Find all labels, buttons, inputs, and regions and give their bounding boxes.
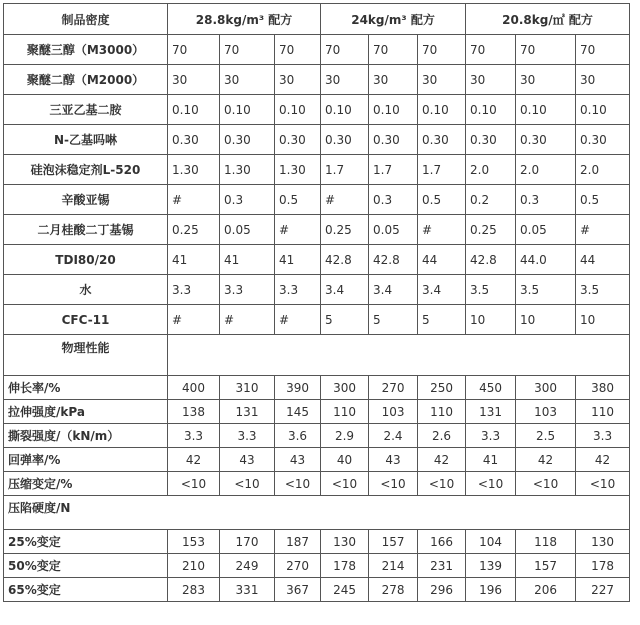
value-cell: 5 <box>321 305 369 335</box>
value-cell: 41 <box>466 448 516 472</box>
physical_rows-row <box>4 448 630 472</box>
row-label: 伸长率/% <box>4 376 168 400</box>
formula_rows-row <box>4 125 630 155</box>
value-cell: 0.10 <box>466 95 516 125</box>
header-row <box>4 4 630 35</box>
value-cell: <10 <box>369 472 418 496</box>
value-cell: 1.30 <box>275 155 321 185</box>
value-cell: 130 <box>576 530 630 554</box>
value-cell: 10 <box>466 305 516 335</box>
value-cell: 2.0 <box>516 155 576 185</box>
physical-section-row <box>4 335 630 376</box>
row-label: 三亚乙基二胺 <box>4 95 168 125</box>
value-cell: <10 <box>418 472 466 496</box>
value-cell: 40 <box>321 448 369 472</box>
value-cell: 227 <box>576 578 630 602</box>
value-cell: 296 <box>418 578 466 602</box>
foam-formulation-table <box>3 3 630 602</box>
value-cell: 44 <box>418 245 466 275</box>
value-cell: 43 <box>369 448 418 472</box>
value-cell: # <box>321 185 369 215</box>
value-cell: 0.30 <box>168 125 220 155</box>
row-label: 回弹率/% <box>4 448 168 472</box>
value-cell: 30 <box>369 65 418 95</box>
value-cell: 42.8 <box>466 245 516 275</box>
value-cell: 131 <box>466 400 516 424</box>
value-cell: 0.30 <box>220 125 275 155</box>
value-cell: 103 <box>369 400 418 424</box>
value-cell: <10 <box>466 472 516 496</box>
value-cell: 30 <box>275 65 321 95</box>
value-cell: 30 <box>321 65 369 95</box>
value-cell: 0.10 <box>220 95 275 125</box>
value-cell: 30 <box>516 65 576 95</box>
value-cell: 70 <box>321 35 369 65</box>
value-cell: 0.10 <box>418 95 466 125</box>
value-cell: 0.30 <box>418 125 466 155</box>
value-cell: 42.8 <box>321 245 369 275</box>
value-cell: 2.6 <box>418 424 466 448</box>
value-cell: 157 <box>516 554 576 578</box>
row-label: 聚醚三醇（M3000） <box>4 35 168 65</box>
row-label: 撕裂强度/（kN/m） <box>4 424 168 448</box>
value-cell: 0.25 <box>466 215 516 245</box>
value-cell: 42 <box>418 448 466 472</box>
value-cell: 270 <box>275 554 321 578</box>
value-cell: 283 <box>168 578 220 602</box>
value-cell: 41 <box>168 245 220 275</box>
value-cell: 44 <box>576 245 630 275</box>
value-cell: 0.5 <box>418 185 466 215</box>
value-cell: 110 <box>321 400 369 424</box>
value-cell: 3.3 <box>168 275 220 305</box>
value-cell: 1.7 <box>418 155 466 185</box>
value-cell: 157 <box>369 530 418 554</box>
physical-section-label: 物理性能 <box>4 335 168 376</box>
value-cell: 110 <box>418 400 466 424</box>
value-cell: 3.5 <box>576 275 630 305</box>
value-cell: 187 <box>275 530 321 554</box>
value-cell: 0.05 <box>220 215 275 245</box>
value-cell: 2.0 <box>576 155 630 185</box>
value-cell: 3.3 <box>220 424 275 448</box>
row-label: 辛酸亚锡 <box>4 185 168 215</box>
value-cell: 70 <box>466 35 516 65</box>
value-cell: 0.10 <box>369 95 418 125</box>
value-cell: 0.30 <box>369 125 418 155</box>
value-cell: 131 <box>220 400 275 424</box>
value-cell: 367 <box>275 578 321 602</box>
value-cell: 30 <box>168 65 220 95</box>
value-cell: 41 <box>220 245 275 275</box>
value-cell: 30 <box>418 65 466 95</box>
value-cell: 3.6 <box>275 424 321 448</box>
value-cell: 0.3 <box>220 185 275 215</box>
value-cell: 178 <box>321 554 369 578</box>
table-body <box>4 4 630 602</box>
value-cell: # <box>275 215 321 245</box>
value-cell: 2.4 <box>369 424 418 448</box>
value-cell: 70 <box>168 35 220 65</box>
value-cell: 270 <box>369 376 418 400</box>
value-cell: 3.3 <box>576 424 630 448</box>
value-cell: 1.7 <box>369 155 418 185</box>
hardness-section-label: 压陷硬度/N <box>4 496 630 530</box>
value-cell: 42 <box>576 448 630 472</box>
value-cell: 0.3 <box>369 185 418 215</box>
physical-section-blank <box>168 335 630 376</box>
value-cell: # <box>275 305 321 335</box>
value-cell: # <box>168 185 220 215</box>
value-cell: 44.0 <box>516 245 576 275</box>
value-cell: 0.5 <box>576 185 630 215</box>
value-cell: 10 <box>516 305 576 335</box>
value-cell: 380 <box>576 376 630 400</box>
group-header-24: 24kg/m³ 配方 <box>321 4 466 35</box>
value-cell: 43 <box>275 448 321 472</box>
hardness_rows-row <box>4 578 630 602</box>
value-cell: 249 <box>220 554 275 578</box>
value-cell: 300 <box>516 376 576 400</box>
value-cell: 3.5 <box>466 275 516 305</box>
value-cell: 153 <box>168 530 220 554</box>
value-cell: <10 <box>516 472 576 496</box>
value-cell: 450 <box>466 376 516 400</box>
value-cell: 231 <box>418 554 466 578</box>
group-header-28-8: 28.8kg/m³ 配方 <box>168 4 321 35</box>
value-cell: 214 <box>369 554 418 578</box>
formula_rows-row <box>4 35 630 65</box>
value-cell: 0.10 <box>168 95 220 125</box>
row-label: 拉伸强度/kPa <box>4 400 168 424</box>
value-cell: 70 <box>275 35 321 65</box>
hardness_rows-row <box>4 554 630 578</box>
value-cell: 2.9 <box>321 424 369 448</box>
row-label: 65%变定 <box>4 578 168 602</box>
value-cell: # <box>168 305 220 335</box>
row-label: 水 <box>4 275 168 305</box>
formula_rows-row <box>4 95 630 125</box>
value-cell: 0.5 <box>275 185 321 215</box>
formulation-table-container <box>3 3 629 602</box>
value-cell: 178 <box>576 554 630 578</box>
value-cell: 3.4 <box>321 275 369 305</box>
row-label: 压缩变定/% <box>4 472 168 496</box>
value-cell: 3.3 <box>466 424 516 448</box>
formula_rows-row <box>4 155 630 185</box>
formula_rows-row <box>4 275 630 305</box>
value-cell: 0.10 <box>516 95 576 125</box>
value-cell: 70 <box>418 35 466 65</box>
value-cell: 0.2 <box>466 185 516 215</box>
value-cell: 400 <box>168 376 220 400</box>
value-cell: 42 <box>168 448 220 472</box>
value-cell: 310 <box>220 376 275 400</box>
value-cell: # <box>418 215 466 245</box>
value-cell: 250 <box>418 376 466 400</box>
value-cell: 42 <box>516 448 576 472</box>
row-label: N-乙基吗啉 <box>4 125 168 155</box>
value-cell: 166 <box>418 530 466 554</box>
value-cell: 5 <box>369 305 418 335</box>
value-cell: 170 <box>220 530 275 554</box>
value-cell: 110 <box>576 400 630 424</box>
value-cell: 3.5 <box>516 275 576 305</box>
value-cell: 390 <box>275 376 321 400</box>
value-cell: 1.30 <box>168 155 220 185</box>
value-cell: 0.10 <box>275 95 321 125</box>
value-cell: 145 <box>275 400 321 424</box>
value-cell: 42.8 <box>369 245 418 275</box>
value-cell: 0.30 <box>576 125 630 155</box>
value-cell: 0.30 <box>466 125 516 155</box>
value-cell: 104 <box>466 530 516 554</box>
density-header: 制品密度 <box>4 4 168 35</box>
row-label: CFC-11 <box>4 305 168 335</box>
row-label: TDI80/20 <box>4 245 168 275</box>
formula_rows-row <box>4 185 630 215</box>
hardness_rows-row <box>4 530 630 554</box>
formula_rows-row <box>4 305 630 335</box>
value-cell: 300 <box>321 376 369 400</box>
value-cell: 5 <box>418 305 466 335</box>
value-cell: 30 <box>466 65 516 95</box>
value-cell: 118 <box>516 530 576 554</box>
value-cell: 70 <box>220 35 275 65</box>
row-label: 聚醚二醇（M2000） <box>4 65 168 95</box>
value-cell: 10 <box>576 305 630 335</box>
value-cell: 3.4 <box>369 275 418 305</box>
value-cell: 3.3 <box>275 275 321 305</box>
value-cell: 0.10 <box>576 95 630 125</box>
value-cell: 0.30 <box>516 125 576 155</box>
value-cell: 70 <box>516 35 576 65</box>
row-label: 25%变定 <box>4 530 168 554</box>
formula_rows-row <box>4 65 630 95</box>
value-cell: 0.25 <box>168 215 220 245</box>
value-cell: 130 <box>321 530 369 554</box>
value-cell: # <box>220 305 275 335</box>
value-cell: 30 <box>220 65 275 95</box>
row-label: 50%变定 <box>4 554 168 578</box>
value-cell: <10 <box>275 472 321 496</box>
group-header-20-8: 20.8kg/㎥ 配方 <box>466 4 630 35</box>
value-cell: 3.3 <box>220 275 275 305</box>
value-cell: 1.7 <box>321 155 369 185</box>
hardness-section-row <box>4 496 630 530</box>
value-cell: 0.10 <box>321 95 369 125</box>
value-cell: <10 <box>576 472 630 496</box>
value-cell: 70 <box>369 35 418 65</box>
formula_rows-row <box>4 245 630 275</box>
physical_rows-row <box>4 400 630 424</box>
value-cell: 2.5 <box>516 424 576 448</box>
row-label: 硅泡沫稳定剂L-520 <box>4 155 168 185</box>
value-cell: # <box>576 215 630 245</box>
value-cell: 0.05 <box>516 215 576 245</box>
value-cell: 0.25 <box>321 215 369 245</box>
value-cell: 103 <box>516 400 576 424</box>
value-cell: <10 <box>220 472 275 496</box>
value-cell: 206 <box>516 578 576 602</box>
value-cell: 245 <box>321 578 369 602</box>
value-cell: 43 <box>220 448 275 472</box>
value-cell: 0.30 <box>275 125 321 155</box>
value-cell: 138 <box>168 400 220 424</box>
value-cell: 70 <box>576 35 630 65</box>
value-cell: 0.30 <box>321 125 369 155</box>
physical_rows-row <box>4 376 630 400</box>
value-cell: 139 <box>466 554 516 578</box>
value-cell: 30 <box>576 65 630 95</box>
value-cell: <10 <box>168 472 220 496</box>
value-cell: <10 <box>321 472 369 496</box>
value-cell: 3.3 <box>168 424 220 448</box>
formula_rows-row <box>4 215 630 245</box>
row-label: 二月桂酸二丁基锡 <box>4 215 168 245</box>
value-cell: 1.30 <box>220 155 275 185</box>
value-cell: 3.4 <box>418 275 466 305</box>
value-cell: 41 <box>275 245 321 275</box>
physical_rows-row <box>4 424 630 448</box>
value-cell: 0.05 <box>369 215 418 245</box>
physical_rows-row <box>4 472 630 496</box>
value-cell: 2.0 <box>466 155 516 185</box>
value-cell: 210 <box>168 554 220 578</box>
value-cell: 278 <box>369 578 418 602</box>
value-cell: 0.3 <box>516 185 576 215</box>
value-cell: 196 <box>466 578 516 602</box>
value-cell: 331 <box>220 578 275 602</box>
